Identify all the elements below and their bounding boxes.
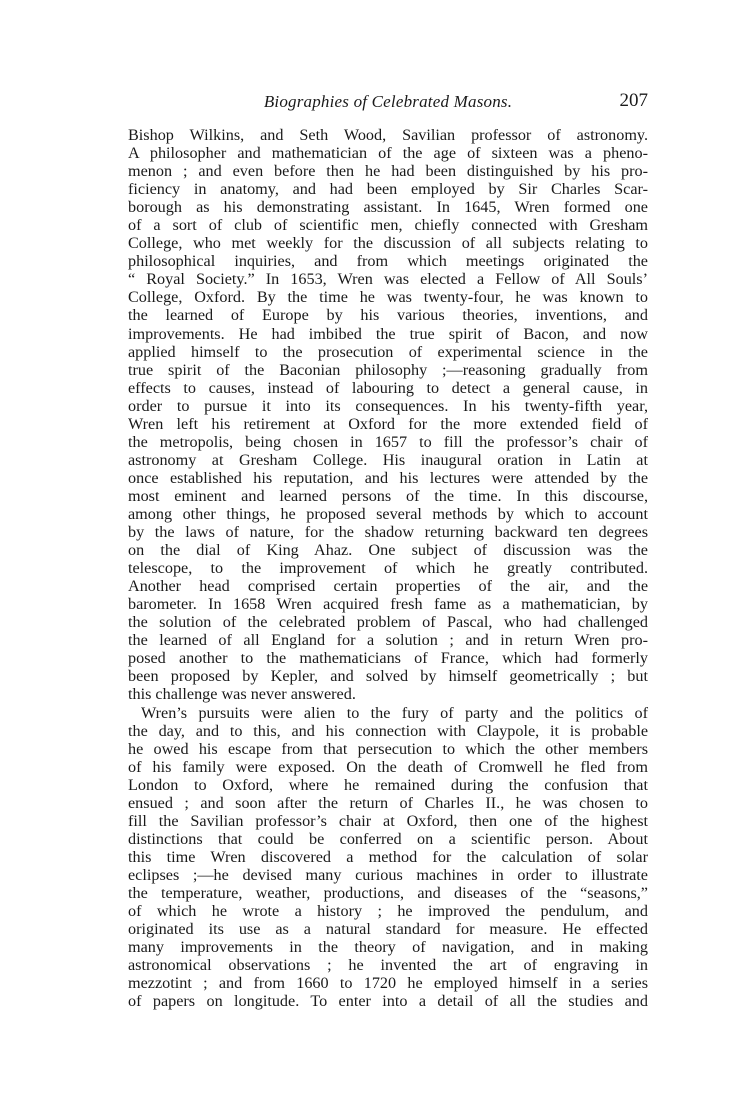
text-line: barometer. In 1658 Wren acquired fresh fame as a mathematician, by xyxy=(128,595,648,614)
text-line: been proposed by Kepler, and solved by himself geometrically ; but xyxy=(128,667,648,686)
text-line: College, who met weekly for the discussion of all subjects relating to xyxy=(128,234,648,253)
text-line: the learned of all England for a solution ; and in return Wren pro- xyxy=(128,631,648,650)
text-line: eclipses ;—he devised many curious machines in order to illustrate xyxy=(128,865,648,884)
text-line: ensued ; and soon after the return of Charles II., he was chosen to xyxy=(128,793,648,812)
text-line: order to pursue it into its consequences. In his twenty-fifth year, xyxy=(128,396,648,415)
text-line: he owed his escape from that persecution to which the other members xyxy=(128,739,648,758)
text-line: many improvements in the theory of navigation, and in making xyxy=(128,938,648,957)
text-line: of papers on longitude. To enter into a detail of all the studies and xyxy=(128,992,648,1011)
text-line: true spirit of the Baconian philosophy ;—reasoning gradually from xyxy=(128,360,648,379)
text-line: mezzotint ; and from 1660 to 1720 he employed himself in a series xyxy=(128,974,648,993)
paragraph xyxy=(128,704,648,1011)
text-line: A philosopher and mathematician of the age of sixteen was a pheno- xyxy=(128,144,648,163)
running-title: Biographies of Celebrated Masons. xyxy=(263,92,513,111)
paragraph xyxy=(128,126,648,704)
text-line: the metropolis, being chosen in 1657 to fill the professor’s chair of xyxy=(128,432,648,451)
text-line: philosophical inquiries, and from which meetings originated the xyxy=(128,252,648,271)
text-line: posed another to the mathematicians of France, which had formerly xyxy=(128,649,648,668)
text-line: Another head comprised certain properties of the air, and the xyxy=(128,577,648,596)
text-line: fill the Savilian professor’s chair at Oxford, then one of the highest xyxy=(128,811,648,830)
text-line: by the laws of nature, for the shadow returning backward ten degrees xyxy=(128,523,648,542)
text-line: College, Oxford. By the time he was twenty-four, he was known to xyxy=(128,288,648,307)
text-line: “ Royal Society.” In 1653, Wren was elected a Fellow of All Souls’ xyxy=(128,270,648,289)
text-line: of a sort of club of scientific men, chiefly connected with Gresham xyxy=(128,216,648,235)
text-line: borough as his demonstrating assistant. In 1645, Wren formed one xyxy=(128,198,648,217)
text-line: Wren’s pursuits were alien to the fury of party and the politics of xyxy=(141,703,648,722)
text-line: most eminent and learned persons of the time. In this discourse, xyxy=(128,486,648,505)
text-line: menon ; and even before then he had been distinguished by his pro- xyxy=(128,162,648,181)
text-line: originated its use as a natural standard for measure. He effected xyxy=(128,920,648,939)
book-page xyxy=(128,90,648,1010)
text-line: improvements. He had imbibed the true spirit of Bacon, and now xyxy=(128,324,648,343)
text-line: among other things, he proposed several methods by which to account xyxy=(128,504,648,523)
text-line: astronomical observations ; he invented the art of engraving in xyxy=(128,956,648,975)
text-line: the day, and to this, and his connection with Claypole, it is probable xyxy=(128,721,648,740)
text-line: astronomy at Gresham College. His inaugural oration in Latin at xyxy=(128,450,648,469)
text-line: effects to causes, instead of labouring to detect a general cause, in xyxy=(128,378,648,397)
text-line: this time Wren discovered a method for the calculation of solar xyxy=(128,847,648,866)
text-line: this challenge was never answered. xyxy=(128,685,356,704)
text-line: the temperature, weather, productions, and diseases of the “seasons,” xyxy=(128,883,648,902)
text-line: Wren left his retirement at Oxford for the more extended field of xyxy=(128,414,648,433)
text-line: applied himself to the prosecution of experimental science in the xyxy=(128,342,648,361)
text-line: telescope, to the improvement of which he greatly contributed. xyxy=(128,559,648,578)
body-text xyxy=(128,126,648,1010)
text-line: the learned of Europe by his various theories, inventions, and xyxy=(128,306,648,325)
text-line: the solution of the celebrated problem of Pascal, who had challenged xyxy=(128,613,648,632)
text-line: London to Oxford, where he remained during the confusion that xyxy=(128,775,648,794)
text-line: of which he wrote a history ; he improved the pendulum, and xyxy=(128,902,648,921)
text-line: distinctions that could be conferred on a scientific person. About xyxy=(128,829,648,848)
text-line: once established his reputation, and his lectures were attended by the xyxy=(128,468,648,487)
page-header xyxy=(128,90,648,120)
text-line: on the dial of King Ahaz. One subject of discussion was the xyxy=(128,541,648,560)
text-line: of his family were exposed. On the death of Cromwell he fled from xyxy=(128,757,648,776)
page-number: 207 xyxy=(619,90,648,111)
text-line: Bishop Wilkins, and Seth Wood, Savilian professor of astronomy. xyxy=(128,126,648,144)
text-line: ficiency in anatomy, and had been employed by Sir Charles Scar- xyxy=(128,180,648,199)
